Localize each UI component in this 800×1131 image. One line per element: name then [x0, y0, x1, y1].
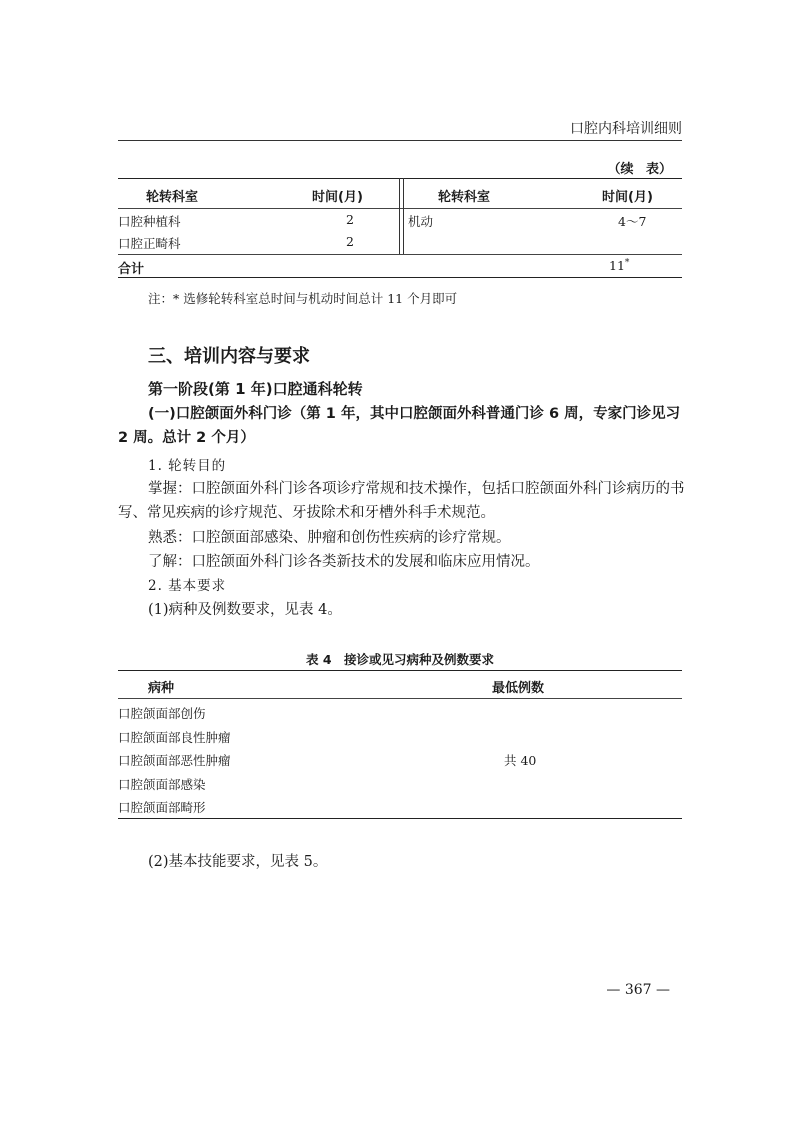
table4-top-rule [118, 670, 682, 671]
total-value [609, 258, 629, 273]
requirement-line: (2)基本技能要求，见表 5。 [148, 854, 328, 870]
col-header-months-right: 时间(月) [602, 190, 653, 205]
table-bottom-rule [118, 277, 682, 278]
table-cell-months: 2 [346, 212, 354, 227]
table4-header-count: 最低例数 [492, 681, 545, 696]
table-top-rule [118, 178, 682, 179]
item-heading: 2. 基本要求 [148, 578, 227, 594]
col-header-dept-right: 轮转科室 [438, 190, 491, 205]
table-cell-months: 2 [346, 234, 354, 249]
total-label: 合计 [118, 262, 145, 277]
table-cell-dept: 口腔正畸科 [118, 236, 181, 251]
continued-label: （续 表） [607, 162, 672, 177]
table-divider [399, 178, 400, 254]
running-header: 口腔内科培训细则 [570, 121, 682, 137]
table4-bottom-rule [118, 818, 682, 819]
table-cell-months: 4～7 [618, 214, 647, 229]
rotation-table [118, 178, 682, 278]
total-value-number: 11 [609, 258, 625, 274]
requirement-line: (1)病种及例数要求，见表 4。 [148, 602, 342, 618]
table4-row: 口腔颌面部畸形 [118, 800, 206, 815]
table4-header-disease: 病种 [148, 681, 175, 696]
table-note: 注：* 选修轮转科室总时间与机动时间总计 11 个月即可 [148, 291, 458, 306]
table-header-rule [118, 208, 682, 209]
paragraph-master: 掌握：口腔颌面外科门诊各项诊疗常规和技术操作，包括口腔颌面外科门诊病历的书写、常见疾病的诊疗规范、牙拔除术和牙槽外科手术规范。 [118, 481, 685, 521]
item-heading: 1. 轮转目的 [148, 458, 227, 474]
paragraph-understand: 了解：口腔颌面外科门诊各类新技术的发展和临床应用情况。 [148, 554, 540, 570]
subsection-title: (一)口腔颌面外科门诊（第 1 年，其中口腔颌面外科普通门诊 6 周，专家门诊见习 2 周。总计 2 个月） [118, 406, 681, 446]
page-number: — 367 — [606, 982, 670, 998]
table4-row: 口腔颌面部良性肿瘤 [118, 730, 231, 745]
table4-row: 口腔颌面部创伤 [118, 706, 206, 721]
table-total-rule [118, 254, 682, 255]
table4 [118, 670, 682, 820]
table-cell-dept: 机动 [408, 214, 434, 229]
total-mark: * [624, 258, 630, 268]
section-title: 三、培训内容与要求 [148, 346, 310, 367]
col-header-dept-left: 轮转科室 [146, 190, 199, 205]
table-cell-dept: 口腔种植科 [118, 214, 181, 229]
paragraph-familiar: 熟悉：口腔颌面部感染、肿瘤和创伤性疾病的诊疗常规。 [148, 530, 511, 546]
table4-row: 口腔颌面部感染 [118, 777, 206, 792]
header-rule [118, 140, 682, 141]
table4-caption: 表 4 接诊或见习病种及例数要求 [305, 652, 495, 667]
col-header-months-left: 时间(月) [312, 190, 363, 205]
table4-header-rule [118, 698, 682, 699]
table-divider [403, 178, 404, 254]
table4-total: 共 40 [504, 753, 537, 768]
stage-title: 第一阶段(第 1 年)口腔通科轮转 [148, 380, 363, 398]
table4-row: 口腔颌面部恶性肿瘤 [118, 753, 231, 768]
